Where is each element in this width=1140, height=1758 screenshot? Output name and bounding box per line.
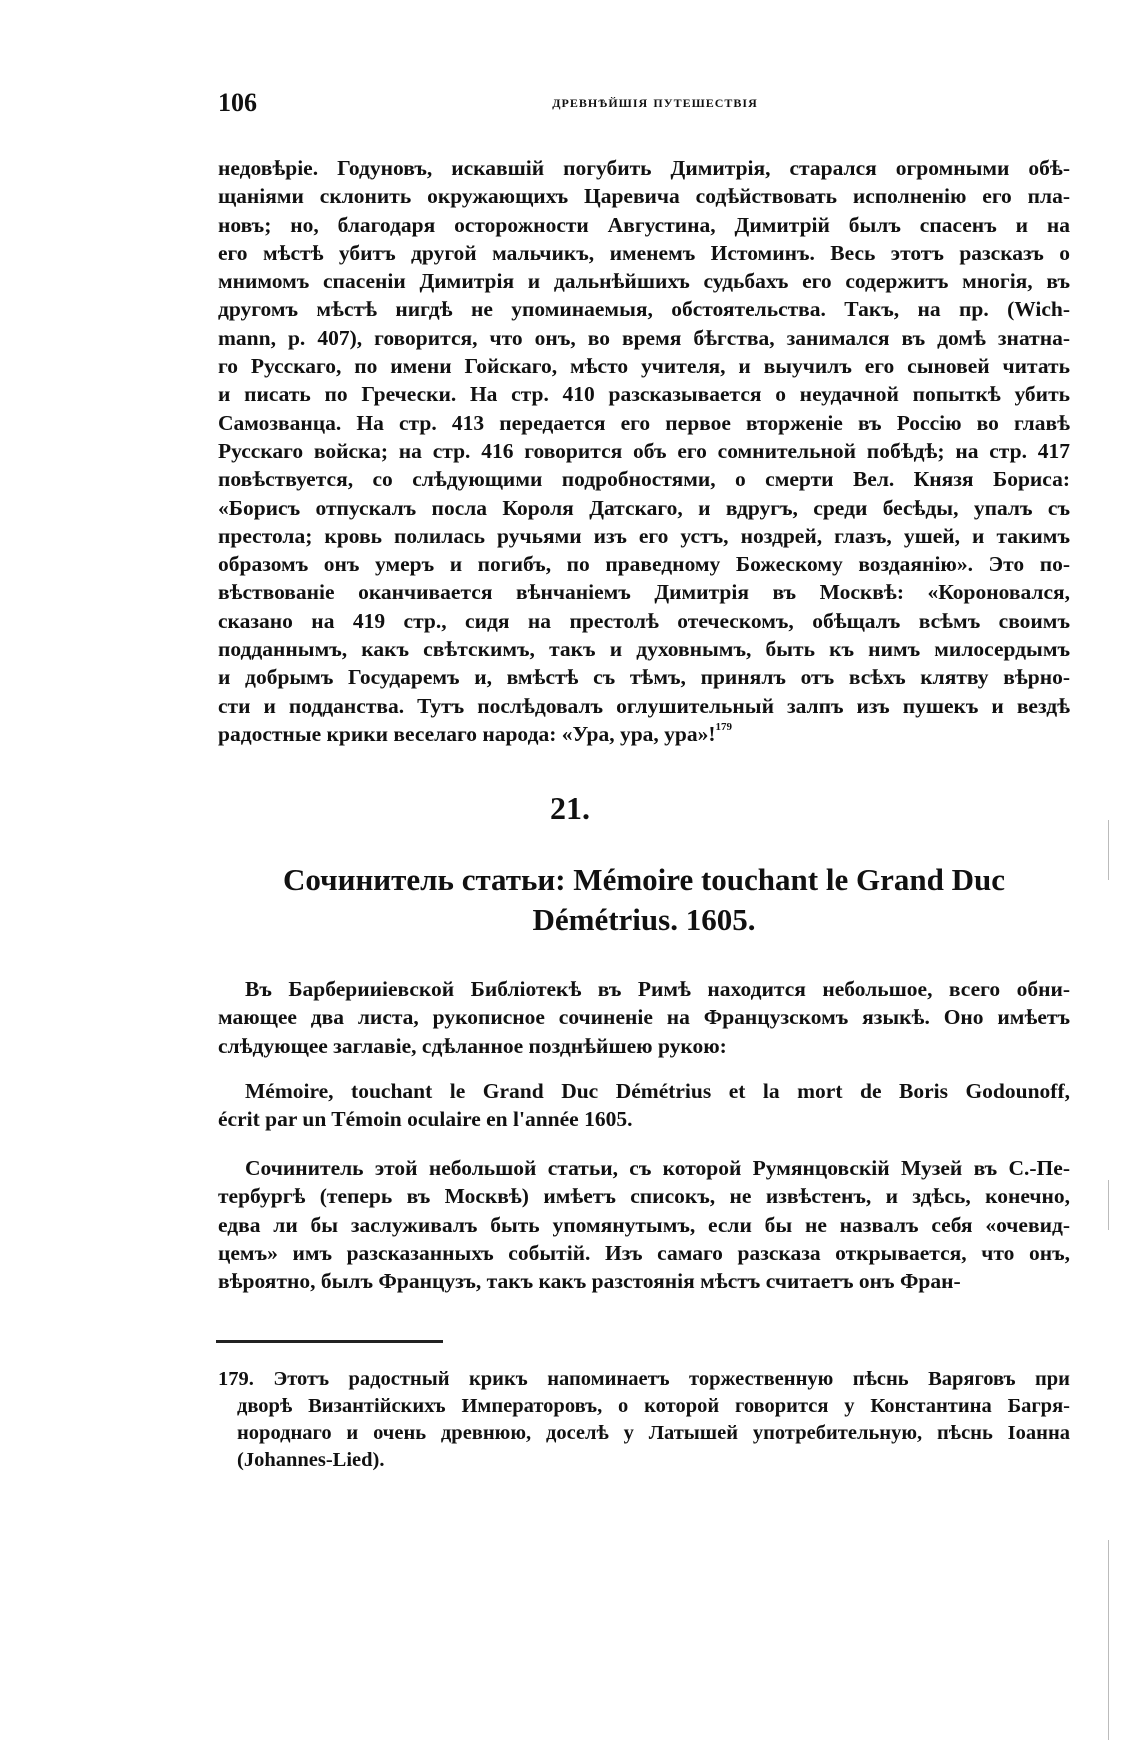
- text-line: [218, 550, 1070, 578]
- text-line-content: другомъ мѣстѣ нигдѣ не упоминаемыя, обстоятельства. Такъ, на пр. (Wich-: [218, 297, 1070, 322]
- text-line: [218, 1211, 1070, 1239]
- text-line-content: (Johannes-Lied).: [237, 1449, 385, 1471]
- text-line-content: престола; кровь полилась ручьями изъ его устъ, ноздрей, глазъ, ушей, и такимъ: [218, 523, 1070, 548]
- text-line-content: его мѣстѣ убитъ другой мальчикъ, именемъ Истоминъ. Весь этотъ разсказъ о: [218, 240, 1070, 265]
- text-line-content: едва ли бы заслуживалъ быть упомянутымъ, если бы не назвалъ себя «очевид-: [218, 1212, 1070, 1237]
- text-line-content: нороднаго и очень древнюю, доселѣ у Латышей употребительную, пѣснь Іоанна: [237, 1422, 1070, 1444]
- text-line: [218, 1366, 1070, 1393]
- text-line-content: 179. Этотъ радостный крикъ напоминаетъ торжественную пѣснь Варяговъ при: [218, 1368, 1070, 1390]
- text-line: [218, 1154, 1070, 1182]
- text-line-content: «Борисъ отпускалъ посла Короля Датскаго, и вдругъ, среди бесѣды, упалъ съ: [218, 495, 1070, 520]
- text-line: [218, 720, 1070, 748]
- text-line: [218, 380, 1070, 408]
- text-line: [218, 692, 1070, 720]
- paragraph-3-quoted-title: [218, 1077, 1070, 1134]
- text-line-content: вѣствованіе оканчивается вѣнчаніемъ Димитрія въ Москвѣ: «Короновался,: [218, 580, 1070, 605]
- text-line-content: Сочинитель этой небольшой статьи, съ которой Румянцовскій Музей въ С.-Пе-: [245, 1156, 1070, 1180]
- text-line: [218, 154, 1070, 182]
- text-line: [218, 465, 1070, 493]
- text-line-content: Русскаго войска; на стр. 416 говорится объ его сомнительной побѣдѣ; на стр. 417: [218, 438, 1070, 463]
- text-line: [218, 1077, 1070, 1105]
- footnote: [218, 1366, 1070, 1474]
- text-line-content: недовѣріе. Годуновъ, искавшій погубить Димитрія, старался огромными обѣ-: [218, 156, 1070, 180]
- text-line: [218, 1003, 1070, 1031]
- text-line: [218, 267, 1070, 295]
- text-line-content: го Русскаго, по имени Гойскаго, мѣсто учителя, и выучилъ его сыновей читать: [218, 354, 1070, 379]
- text-line-content: сти и подданства. Тутъ послѣдовалъ оглушительный залпъ изъ пушекъ и вездѣ: [218, 693, 1070, 718]
- text-line: [218, 635, 1070, 663]
- text-line: [218, 182, 1070, 210]
- text-line: [218, 1420, 1070, 1447]
- text-line-content: мнимомъ спасеніи Димитрія и дальнѣйшихъ судьбахъ его содержитъ многія, въ: [218, 269, 1070, 294]
- scan-edge-mark: [1108, 820, 1109, 880]
- text-line-content: слѣдующее заглавіе, сдѣланное позднѣйшею рукою:: [218, 1033, 727, 1058]
- text-line-content: и писать по Гречески. На стр. 410 разсказывается о неудачной попыткѣ убить: [218, 382, 1070, 407]
- section-title-line-1: Сочинитель статьи: Mémoire touchant le Grand Duc: [283, 862, 1005, 897]
- paragraph-1: [218, 154, 1070, 748]
- text-line: [218, 1267, 1070, 1295]
- text-line: [218, 663, 1070, 691]
- text-line: [218, 295, 1070, 323]
- text-line: [218, 1447, 1070, 1474]
- text-line-content: дворѣ Византійскихъ Императоровъ, о которой говорится у Константина Багря-: [237, 1395, 1070, 1417]
- text-line: [218, 975, 1070, 1003]
- text-line: [218, 522, 1070, 550]
- text-line-content: повѣствуется, со слѣдующими подробностями, о смерти Вел. Князя Бориса:: [218, 467, 1070, 492]
- footnote-reference[interactable]: 179: [715, 720, 733, 733]
- text-line: [218, 409, 1070, 437]
- text-line: [218, 324, 1070, 352]
- text-line-content: тербургѣ (теперь въ Москвѣ) имѣетъ списокъ, не извѣстенъ, и здѣсь, конечно,: [218, 1184, 1070, 1209]
- text-line-content: écrit par un Témoin oculaire en l'année 1605.: [218, 1107, 633, 1132]
- text-line: [218, 494, 1070, 522]
- section-title-line-2: Démétrius. 1605.: [532, 902, 756, 937]
- text-line-content: радостные крики веселаго народа: «Ура, ура, ура»!: [218, 721, 716, 746]
- text-line: [218, 607, 1070, 635]
- text-line-content: цемъ» имъ разсказанныхъ событій. Изъ самаго разсказа открывается, что онъ,: [218, 1240, 1070, 1265]
- text-line-content: Самозванца. На стр. 413 передается его первое вторженіе въ Россію во главѣ: [218, 410, 1070, 435]
- text-line: [218, 1105, 1070, 1133]
- text-line: [218, 1393, 1070, 1420]
- text-line-content: мающее два листа, рукописное сочиненіе на Французскомъ языкѣ. Оно имѣетъ: [218, 1005, 1070, 1030]
- text-line: [218, 1239, 1070, 1267]
- scan-edge-mark: [1108, 1540, 1109, 1740]
- page-number: 106: [218, 88, 257, 117]
- text-line: [218, 437, 1070, 465]
- text-line-content: образомъ онъ умеръ и погибъ, по праведному Божескому воздаянію». Это по-: [218, 552, 1070, 577]
- text-line: [218, 211, 1070, 239]
- text-line-content: и добрымъ Государемъ и, вмѣстѣ съ тѣмъ, принялъ отъ всѣхъ клятву вѣрно-: [218, 665, 1070, 690]
- running-header: древнѣйшія путешествія: [552, 92, 758, 111]
- section-number: 21.: [550, 790, 590, 826]
- text-line-content: щаніями склонить окружающихъ Царевича содѣйствовать исполненію его пла-: [218, 184, 1070, 209]
- text-line-content: подданнымъ, какъ свѣтскимъ, такъ и духовнымъ, быть къ нимъ милосердымъ: [218, 637, 1070, 662]
- text-line: [218, 239, 1070, 267]
- text-line: [218, 1032, 1070, 1060]
- text-line-content: Mémoire, touchant le Grand Duc Démétrius et la mort de Boris Godounoff,: [245, 1079, 1070, 1103]
- footnote-rule: [216, 1340, 443, 1343]
- scan-edge-mark: [1108, 1180, 1109, 1230]
- text-line-content: Въ Барберииіевской Библіотекѣ въ Римѣ находится небольшое, всего обни-: [245, 977, 1070, 1001]
- text-line: [218, 352, 1070, 380]
- text-line: [218, 1182, 1070, 1210]
- text-line: [218, 578, 1070, 606]
- paragraph-4: [218, 1154, 1070, 1295]
- text-line-content: mann, p. 407), говорится, что онъ, во время бѣгства, занимался въ домѣ знатна-: [218, 325, 1070, 350]
- paragraph-2: [218, 975, 1070, 1060]
- text-line-content: вѣроятно, былъ Французъ, такъ какъ разстоянія мѣстъ считаетъ онъ Фран-: [218, 1269, 961, 1294]
- text-line-content: сказано на 419 стр., сидя на престолѣ отеческомъ, обѣщалъ всѣмъ своимъ: [218, 608, 1070, 633]
- text-line-content: новъ; но, благодаря осторожности Августина, Димитрій былъ спасенъ и на: [218, 212, 1070, 237]
